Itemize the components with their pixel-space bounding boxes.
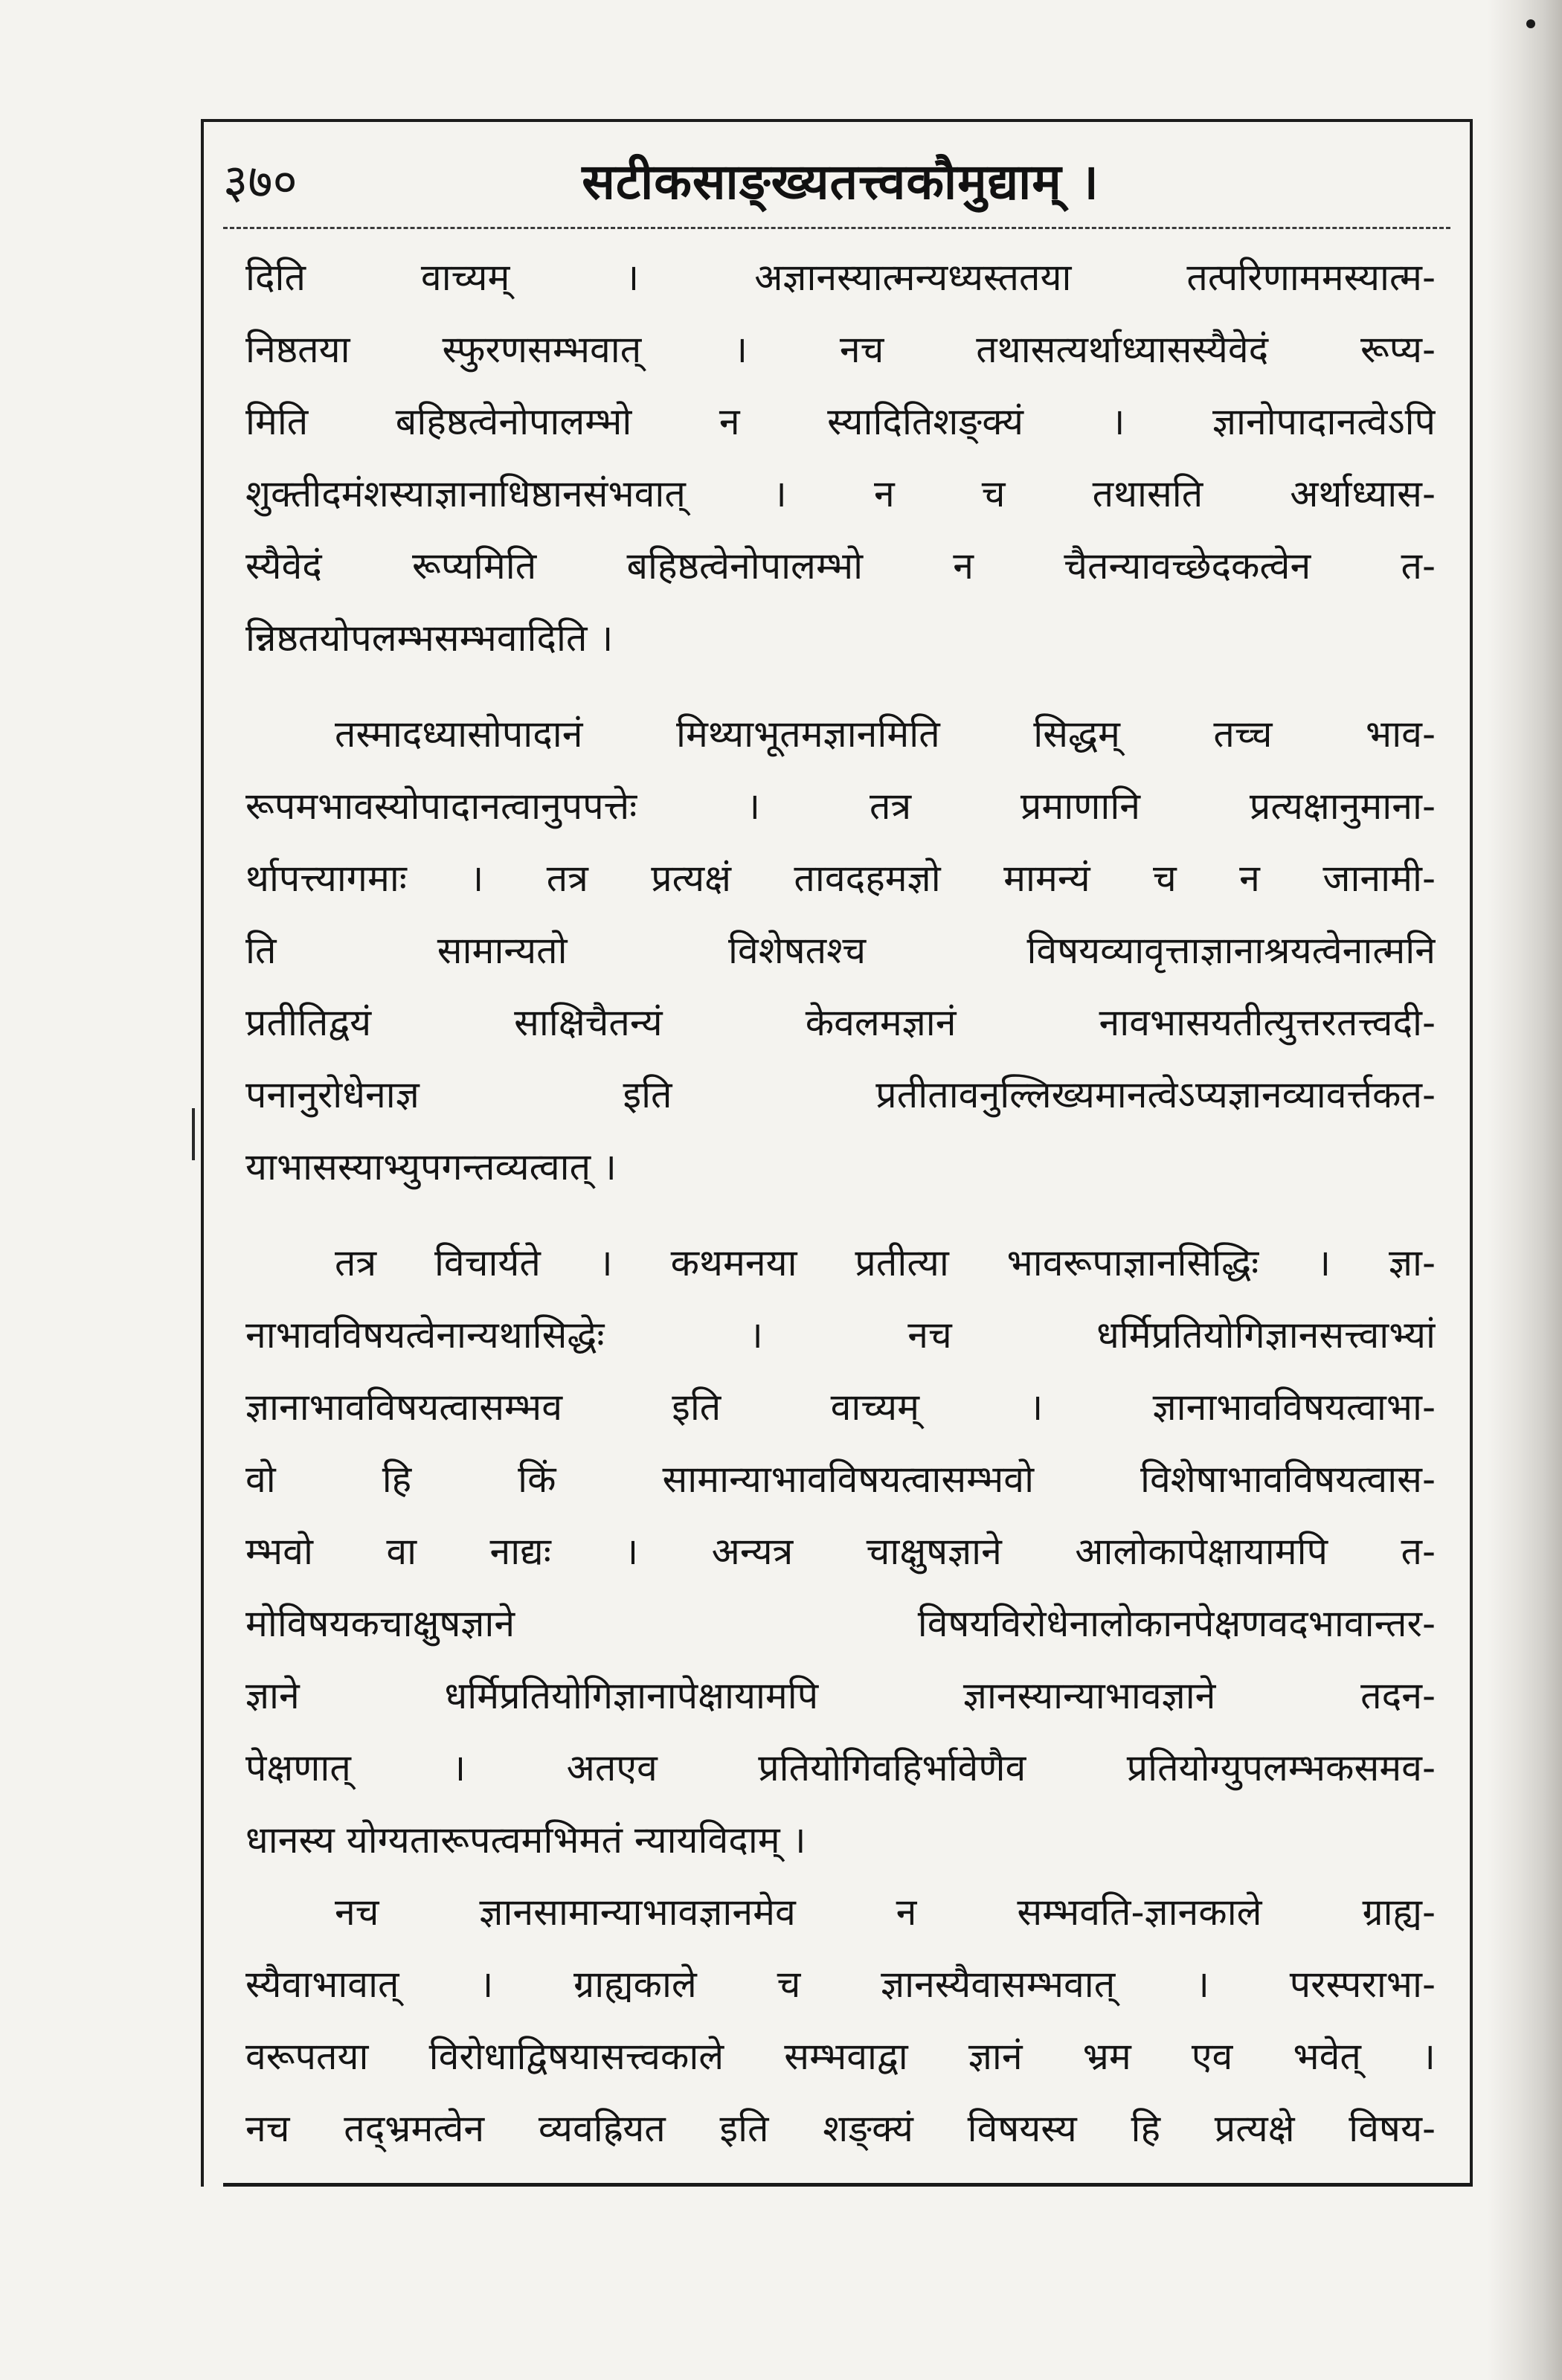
text-line: तत्र विचार्यते । कथमनया प्रतीत्या भावरूपाज्ञानसिद्धिः । ज्ञा-: [335, 1241, 1436, 1284]
text-line: नच तद्भ्रमत्वेन व्यवह्रियत इति शङ्क्यं विषयस्य हि प्रत्यक्षे विषय-: [245, 2107, 1436, 2150]
text-line: निष्ठतया स्फुरणसम्भवात् । नच तथासत्यर्थाध्यासस्यैवेदं रूप्य-: [245, 328, 1436, 371]
text-line: स्यैवाभावात् । ग्राह्यकाले च ज्ञानस्यैवासम्भवात् । परस्पराभा-: [245, 1963, 1436, 2006]
text-line: तस्मादध्यासोपादानं मिथ्याभूतमज्ञानमिति सिद्धम् तच्च भाव-: [335, 713, 1436, 756]
paragraph-4: [245, 1876, 1436, 2165]
text-line: म्भवो वा नाद्यः । अन्यत्र चाक्षुषज्ञाने आलोकापेक्षायामपि त-: [245, 1530, 1436, 1573]
page-edge-shadow: [1488, 0, 1562, 2380]
text-line: न्निष्ठतयोपलम्भसम्भवादिति ।: [245, 617, 614, 660]
text-line: दिति वाच्यम् । अज्ञानस्यात्मन्यध्यस्ततया तत्परिणाममस्यात्म-: [245, 256, 1436, 299]
text-line: मिति बहिष्ठत्वेनोपालम्भो न स्यादितिशङ्क्यं । ज्ञानोपादानत्वेऽपि: [245, 400, 1436, 443]
paragraph-1: [245, 242, 1436, 675]
body-text: [245, 242, 1436, 2165]
text-line: धानस्य योग्यतारूपत्वमभिमतं न्यायविदाम् ।: [245, 1818, 806, 1862]
text-line: नाभावविषयत्वेनान्यथासिद्धेः । नच धर्मिप्रतियोगिज्ञानसत्त्वाभ्यां: [245, 1313, 1436, 1357]
text-line: ज्ञानाभावविषयत्वासम्भव इति वाच्यम् । ज्ञानाभावविषयत्वाभा-: [245, 1386, 1436, 1429]
text-line: ज्ञाने धर्मिप्रतियोगिज्ञानापेक्षायामपि ज्ञानस्यान्याभावज्ञाने तदन-: [245, 1674, 1436, 1717]
text-line: वरूपतया विरोधाद्विषयासत्त्वकाले सम्भवाद्वा ज्ञानं भ्रम एव भवेत् ।: [245, 2035, 1436, 2078]
header-divider: [223, 227, 1450, 229]
footer-rule: [223, 2183, 1473, 2187]
text-line: पेक्षणात् । अतएव प्रतियोगिवहिर्भावेणैव प्रतियोग्युपलम्भकसमव-: [245, 1746, 1436, 1789]
text-line: प्रतीतिद्वयं साक्षिचैतन्यं केवलमज्ञानं नावभासयतीत्युत्तरतत्त्वदी-: [245, 1001, 1436, 1044]
scan-speck: [1526, 19, 1535, 28]
text-line: ति सामान्यतो विशेषतश्च विषयव्यावृत्ताज्ञानाश्रयत्वेनात्मनि: [245, 929, 1436, 972]
text-line: मोविषयकचाक्षुषज्ञाने विषयविरोधेनालोकानपेक्षणवदभावान्तर-: [245, 1602, 1436, 1645]
text-line: शुक्तीदमंशस्याज्ञानाधिष्ठानसंभवात् । न च तथासति अर्थाध्यास-: [245, 472, 1436, 515]
paragraph-gap: [245, 1203, 1436, 1227]
running-head: सटीकसाङ्ख्यतत्त्वकौमुद्याम् ।: [582, 153, 1099, 210]
paragraph-3: [245, 1227, 1436, 1876]
paragraph-gap: [245, 675, 1436, 698]
text-line: र्थापत्त्यागमाः । तत्र प्रत्यक्षं तावदहमज्ञो मामन्यं च न जानामी-: [245, 857, 1436, 900]
margin-mark: [192, 1108, 195, 1160]
text-line: पनानुरोधेनाज्ञ इति प्रतीतावनुल्लिख्यमानत्वेऽप्यज्ञानव्यावर्त्तकत-: [245, 1073, 1436, 1116]
page-number: ३७०: [223, 155, 298, 210]
text-line: वो हि किं सामान्याभावविषयत्वासम्भवो विशेषाभावविषयत्वास-: [245, 1458, 1436, 1501]
text-line: स्यैवेदं रूप्यमिति बहिष्ठत्वेनोपालम्भो न चैतन्यावच्छेदकत्वेन त-: [245, 544, 1436, 588]
paragraph-2: [245, 698, 1436, 1203]
page-header: [223, 141, 1450, 223]
text-line: नच ज्ञानसामान्याभावज्ञानमेव न सम्भवति-ज्ञानकाले ग्राह्य-: [335, 1891, 1436, 1934]
text-line: याभासस्याभ्युपगन्तव्यत्वात् ।: [245, 1145, 617, 1189]
text-line: रूपमभावस्योपादानत्वानुपपत्तेः । तत्र प्रमाणानि प्रत्यक्षानुमाना-: [245, 785, 1436, 828]
